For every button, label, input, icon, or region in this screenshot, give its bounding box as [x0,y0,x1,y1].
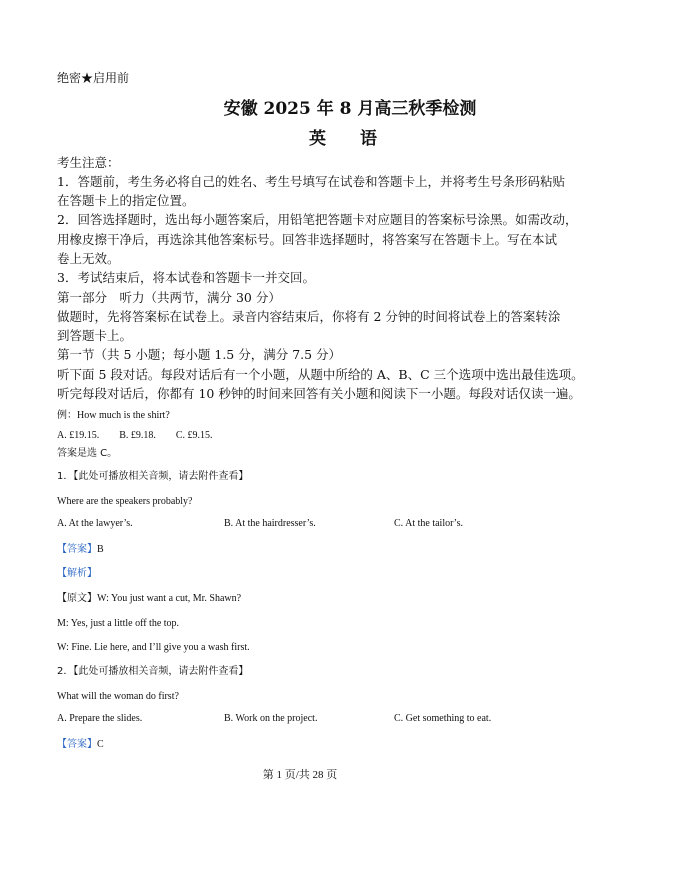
notice-heading: 考生注意： [57,155,120,170]
q2-option-c: C. Get something to eat. [394,713,492,724]
example-question: 例：How much is the shirt? [57,410,170,421]
notice-line-3: 2．回答选择题时，选出每小题答案后，用铅笔把答题卡对应题目的答案标号涂黑。如需改动， [57,212,578,227]
secret-label: 绝密★启用前 [57,71,130,85]
section1-heading: 第一节（共 5 小题；每小题 1.5 分，满分 7.5 分） [57,347,342,362]
notice-line-5: 卷上无效。 [57,251,120,266]
section1-instr-2: 听完每段对话后，你都有 10 秒钟的时间来回答有关小题和阅读下一小题。每段对话仅读一遍。 [57,386,581,401]
q1-option-b: B. At the hairdresser’s. [224,518,316,529]
page-footer: 第 1 页/共 28 页 [262,769,338,781]
q1-header: 1．【此处可播放相关音频，请去附件查看】 [57,471,249,482]
q2-question: What will the woman do first? [57,691,179,702]
q2-header: 2．【此处可播放相关音频，请去附件查看】 [57,666,249,677]
q1-answer-label: 【答案】 [57,544,97,555]
q1-answer [57,542,104,558]
q1-question: Where are the speakers probably? [57,496,193,507]
q1-original [57,591,241,607]
q1-analysis-label: 【解析】 [57,568,97,579]
part1-desc-2: 到答题卡上。 [57,328,133,343]
notice-line-6: 3．考试结束后，将本试卷和答题卡一并交回。 [57,270,315,285]
q1-transcript-line-2: M: Yes, just a little off the top. [57,618,180,629]
example-options: A. £19.15. B. £9.18. C. £9.15. [57,430,213,441]
q2-answer [57,737,104,753]
q1-option-c: C. At the tailor’s. [394,518,463,529]
q1-transcript-line-3: W: Fine. Lie here, and I’ll give you a wash first. [57,642,250,653]
subject-title: 英 语 [309,129,391,149]
q2-option-a: A. Prepare the slides. [57,713,143,724]
notice-line-4: 用橡皮擦干净后，再选涂其他答案标号。回答非选择题时，将答案写在答题卡上。写在本试 [57,232,558,247]
q1-option-a: A. At the lawyer’s. [57,518,133,529]
section1-instr-1: 听下面 5 段对话。每段对话后有一个小题，从题中所给的 A、B、C 三个选项中选出最佳选项。 [57,367,584,382]
notice-line-2: 在答题卡上的指定位置。 [57,193,195,208]
part1-desc-1: 做题时，先将答案标在试卷上。录音内容结束后，你将有 2 分钟的时间将试卷上的答案转涂 [57,309,561,324]
q2-answer-value: C [97,739,104,750]
q2-answer-label: 【答案】 [57,739,97,750]
q1-original-label: 【原文】 [57,593,97,604]
exam-title: 安徽 2025 年 8 月高三秋季检测 [223,99,477,119]
q1-answer-value: B [97,544,104,555]
part1-heading: 第一部分 听力（共两节，满分 30 分） [57,290,281,305]
q2-option-b: B. Work on the project. [224,713,318,724]
q1-transcript-line-1: W: You just want a cut, Mr. Shawn? [97,593,242,604]
notice-line-1: 1．答题前，考生务必将自己的姓名、考生号填写在试卷和答题卡上，并将考生号条形码粘贴 [57,174,565,189]
example-answer: 答案是选 C。 [57,448,118,459]
